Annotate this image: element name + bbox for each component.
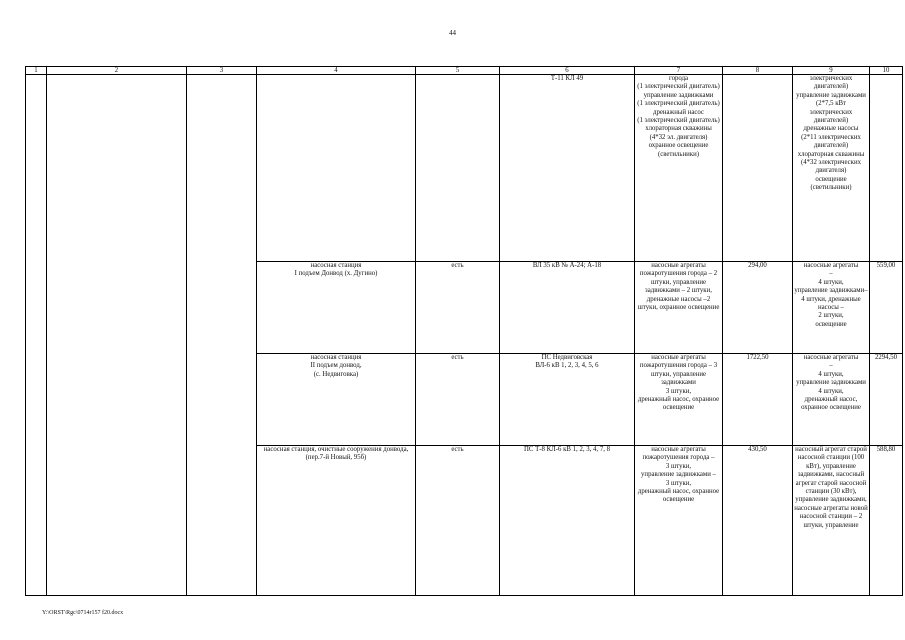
- data-table: [25, 66, 903, 596]
- column-header: 1: [26, 67, 47, 75]
- table-cell: насосная станция II подъем донвод, (с. Недвиговка): [257, 354, 416, 446]
- table-cell: [26, 75, 47, 596]
- table-cell: электрических двигателей) управление задвижками (2*7,5 кВт электрических двигателей) дренажные насосы (2*11 электрических двигателей) хлораторная скважины (4*32 электрических двигателя) освещение (светильники): [793, 75, 870, 262]
- table-cell: насосные агрегаты пожаротушения города – 2 штуки, управление задвижками – 2 штуки, дренажные насосы –2 штуки, охранное освещение: [635, 262, 723, 354]
- column-number-row: [26, 67, 903, 75]
- table-cell: ПС Т-8 КЛ-6 кВ 1, 2, 3, 4, 7, 8: [500, 446, 635, 596]
- table-cell: ВЛ 35 кВ № А-24; А-18: [500, 262, 635, 354]
- table-cell: есть: [416, 446, 500, 596]
- table-cell: 294,00: [723, 262, 793, 354]
- table-cell: насосная станция, очистные сооружения донвода, (пер.7-й Новый, 95б): [257, 446, 416, 596]
- table-cell: [47, 75, 187, 596]
- column-header: 4: [257, 67, 416, 75]
- table-cell: 2294,50: [870, 354, 903, 446]
- column-header: 10: [870, 67, 903, 75]
- column-header: 8: [723, 67, 793, 75]
- column-header: 6: [500, 67, 635, 75]
- table-cell: ПС Недвиговская ВЛ-6 кВ 1, 2, 3, 4, 5, 6: [500, 354, 635, 446]
- table-cell: города (1 электрический двигатель) управление задвижками (1 электрический двигатель) дренажный насос (1 электрический двигатель) хлораторная скважины (4*32 эл. двигателя) охранное освещение (светильники): [635, 75, 723, 262]
- table-cell: 559,00: [870, 262, 903, 354]
- table-cell: 588,80: [870, 446, 903, 596]
- table-row: [26, 75, 903, 262]
- table-cell: насосные агрегаты – 4 штуки, управление задвижками– 4 штуки, дренажные насосы – 2 штуки, освещение: [793, 262, 870, 354]
- table-cell: 430,50: [723, 446, 793, 596]
- table-cell: [723, 75, 793, 262]
- table-cell: есть: [416, 262, 500, 354]
- footer-file-path: Y:\ORST\Rgc\0714r157 f20.docx: [42, 610, 124, 616]
- page-number: 44: [449, 29, 456, 37]
- table-cell: насосные агрегаты пожаротушения города – 3 штуки, управление задвижками – 3 штуки, дренажный насос, охранное освещение: [635, 446, 723, 596]
- column-header: 7: [635, 67, 723, 75]
- table-cell: насосные агрегаты – 4 штуки, управление задвижками 4 штуки, дренажный насос, охранное освещение: [793, 354, 870, 446]
- column-header: 3: [187, 67, 257, 75]
- table-cell: насосная станция I подъем Донвод (х. Дугино): [257, 262, 416, 354]
- table-cell: [187, 75, 257, 596]
- column-header: 9: [793, 67, 870, 75]
- column-header: 5: [416, 67, 500, 75]
- table-cell: [416, 75, 500, 262]
- table-cell: насосные агрегаты пожаротушения города – 3 штуки, управление задвижками 3 штуки, дренажный насос, охранное освещение: [635, 354, 723, 446]
- column-header: 2: [47, 67, 187, 75]
- table-cell: Т-11 КЛ 49: [500, 75, 635, 262]
- table-cell: [257, 75, 416, 262]
- table-cell: 1722,50: [723, 354, 793, 446]
- table-cell: [870, 75, 903, 262]
- table-cell: есть: [416, 354, 500, 446]
- table-cell: насосный агрегат старой насосной станции (100 кВт), управление задвижками, насосный агрегат старой насосной станции (30 кВт), управление задвижками, насосные агрегаты новой насосной станции – 2 штуки, управление: [793, 446, 870, 596]
